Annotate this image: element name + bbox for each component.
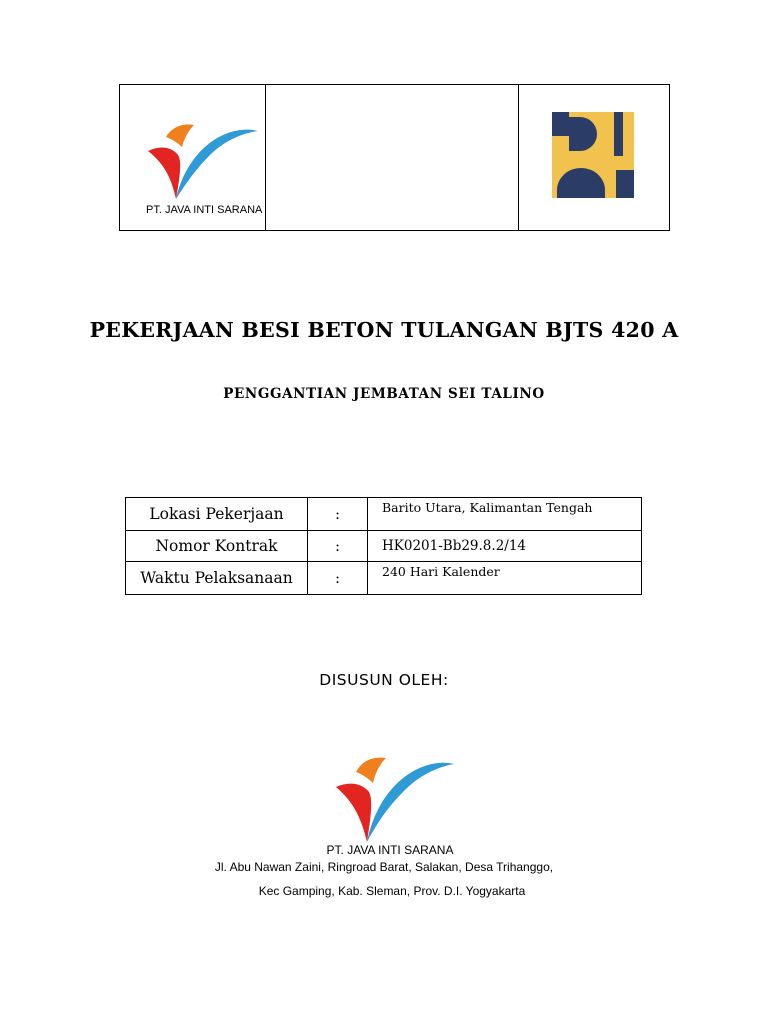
header-cell-company-logo <box>120 85 266 230</box>
info-separator: : <box>308 562 368 595</box>
header-cell-empty <box>266 85 519 230</box>
info-row-duration <box>126 562 642 595</box>
company-logo-text: PT. JAVA INTI SARANA <box>146 204 263 216</box>
java-inti-sarana-logo-icon <box>146 121 260 201</box>
info-row-contract <box>126 531 642 562</box>
pu-logo-icon <box>552 112 634 198</box>
footer-company-name: PT. JAVA INTI SARANA <box>326 843 454 857</box>
footer-address-line-2: Kec Gamping, Kab. Sleman, Prov. D.I. Yogyakarta <box>258 884 526 898</box>
document-subtitle: PENGGANTIAN JEMBATAN SEI TALINO <box>223 386 545 402</box>
info-value: Barito Utara, Kalimantan Tengah <box>368 498 642 531</box>
info-separator: : <box>308 531 368 562</box>
header-logo-table <box>119 84 670 231</box>
info-row-location <box>126 498 642 531</box>
java-inti-sarana-footer-logo-icon <box>334 754 456 844</box>
document-title: PEKERJAAN BESI BETON TULANGAN BJTS 420 A <box>89 318 679 342</box>
header-cell-pu-logo <box>519 85 669 230</box>
prepared-by-label: DISUSUN OLEH: <box>319 671 449 689</box>
info-label: Nomor Kontrak <box>126 531 308 562</box>
info-value: HK0201-Bb29.8.2/14 <box>368 531 642 562</box>
info-value: 240 Hari Kalender <box>368 562 642 595</box>
info-separator: : <box>308 498 368 531</box>
footer-address-line-1: Jl. Abu Nawan Zaini, Ringroad Barat, Salakan, Desa Trihanggo, <box>214 860 554 874</box>
info-label: Lokasi Pekerjaan <box>126 498 308 531</box>
project-info-table <box>125 497 642 595</box>
info-label: Waktu Pelaksanaan <box>126 562 308 595</box>
